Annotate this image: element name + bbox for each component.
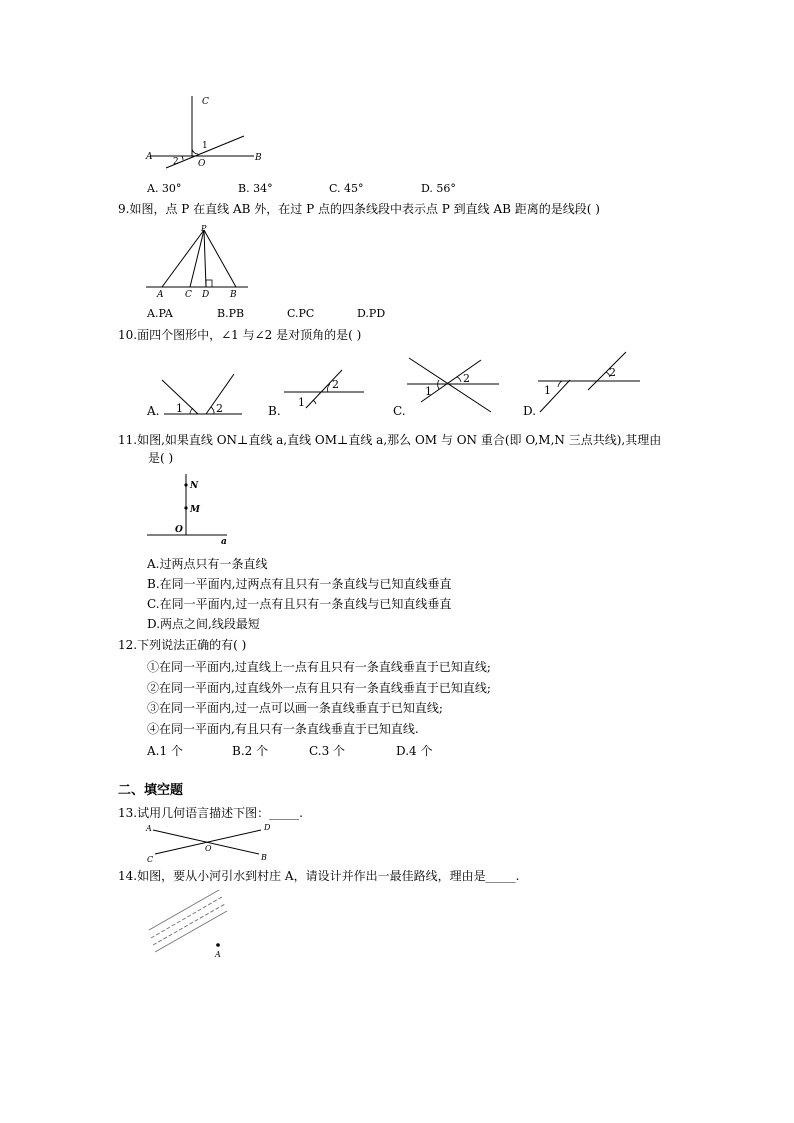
q10-question: 10.面四个图形中，∠1 与∠2 是对顶角的是( ): [118, 328, 362, 342]
q12-choice-d[interactable]: D.4 个: [396, 744, 433, 758]
q10-option-b-letter[interactable]: B.: [268, 404, 281, 418]
q11-label-m: M: [190, 505, 200, 515]
q11-question-line1: 11.如图,如果直线 ON⊥直线 a,直线 OM⊥直线 a,那么 OM 与 ON 重合(即 O,M,N 三点共线),其理由: [118, 433, 662, 447]
q10-a-angle-1: 1: [176, 402, 183, 415]
q11-label-o: O: [175, 525, 183, 535]
q10-c-angle-2: 2: [463, 372, 470, 385]
q8-label-b: B: [255, 153, 262, 163]
section-2-title: 二、填空题: [118, 783, 184, 798]
q9-label-c: C: [185, 290, 192, 300]
q11-figure: [145, 470, 240, 546]
q13-label-a: A: [146, 824, 152, 833]
q9-label-p: P: [201, 224, 207, 233]
q10-option-a-letter[interactable]: A.: [147, 404, 160, 418]
q10-a-angle-2: 2: [216, 402, 223, 415]
q8-angle-2-label: 2: [173, 157, 179, 167]
q10-d-angle-2: 2: [609, 366, 616, 379]
q10-figure-b[interactable]: [280, 368, 370, 412]
q9-question: 9.如图，点 P 在直线 AB 外，在过 P 点的四条线段中表示点 P 到直线 AB 距离的是线段( ): [118, 202, 600, 216]
q12-statement-3: ③在同一平面内,过一点可以画一条直线垂直于已知直线;: [147, 701, 443, 715]
q11-choice-c[interactable]: C.在同一平面内,过一点有且只有一条直线与已知直线垂直: [147, 597, 452, 611]
q13-label-o: O: [205, 844, 212, 853]
q10-d-angle-1: 1: [544, 384, 551, 397]
q14-question: 14.如图，要从小河引水到村庄 A，请设计并作出一最佳路线，理由是_____.: [118, 869, 520, 883]
q12-choice-b[interactable]: B.2 个: [232, 744, 269, 758]
q8-figure: [140, 92, 280, 172]
q9-choice-c[interactable]: C.PC: [287, 307, 315, 320]
q12-statement-2: ②在同一平面内,过直线外一点有且只有一条直线垂直于已知直线;: [147, 681, 491, 695]
q13-figure: [143, 820, 283, 864]
q10-option-d-letter[interactable]: D.: [523, 404, 537, 418]
q9-label-a: A: [157, 290, 164, 300]
q8-label-a: A: [146, 152, 153, 162]
q10-figure-c[interactable]: [405, 356, 500, 414]
q10-b-angle-1: 1: [298, 396, 305, 409]
q12-statement-4: ④在同一平面内,有且只有一条直线垂直于已知直线.: [147, 722, 419, 736]
q10-c-angle-1: 1: [425, 385, 432, 398]
q8-angle-1-label: 1: [202, 141, 208, 151]
q8-choice-d[interactable]: D. 56°: [421, 182, 456, 195]
q13-label-c: C: [147, 855, 154, 864]
q13-question: 13.试用几何语言描述下图：_____.: [118, 806, 303, 820]
q13-label-d: D: [264, 823, 271, 832]
q12-choice-a[interactable]: A.1 个: [147, 744, 183, 758]
q13-label-b: B: [261, 853, 267, 862]
q9-figure: [140, 222, 260, 302]
q11-choice-a[interactable]: A.过两点只有一条直线: [147, 557, 268, 571]
q11-label-a: a: [221, 537, 227, 546]
q9-label-d: D: [202, 290, 210, 300]
q11-label-n: N: [190, 481, 199, 491]
q9-choice-a[interactable]: A.PA: [147, 307, 173, 320]
q11-choice-b[interactable]: B.在同一平面内,过两点有且只有一条直线与已知直线垂直: [147, 577, 452, 591]
q8-choice-b[interactable]: B. 34°: [238, 182, 273, 195]
q9-choice-d[interactable]: D.PD: [357, 307, 386, 320]
q8-label-c: C: [202, 97, 209, 107]
q14-figure: [145, 886, 235, 962]
q8-label-o: O: [198, 159, 206, 169]
q9-choice-b[interactable]: B.PB: [217, 307, 245, 320]
q10-figure-a[interactable]: [160, 370, 245, 416]
q10-figure-d[interactable]: [536, 350, 644, 414]
q12-choice-c[interactable]: C.3 个: [309, 744, 346, 758]
q11-question-line2: 是( ): [148, 451, 174, 465]
q8-choice-c[interactable]: C. 45°: [329, 182, 364, 195]
q12-question: 12.下列说法正确的有( ): [118, 638, 247, 652]
q14-label-a: A: [215, 950, 221, 959]
q8-choice-a[interactable]: A. 30°: [147, 182, 182, 195]
q12-statement-1: ①在同一平面内,过直线上一点有且只有一条直线垂直于已知直线;: [147, 660, 491, 674]
q9-label-b: B: [230, 290, 237, 300]
q11-choice-d[interactable]: D.两点之间,线段最短: [147, 617, 260, 631]
q10-b-angle-2: 2: [332, 378, 339, 391]
q10-option-c-letter[interactable]: C.: [393, 404, 406, 418]
